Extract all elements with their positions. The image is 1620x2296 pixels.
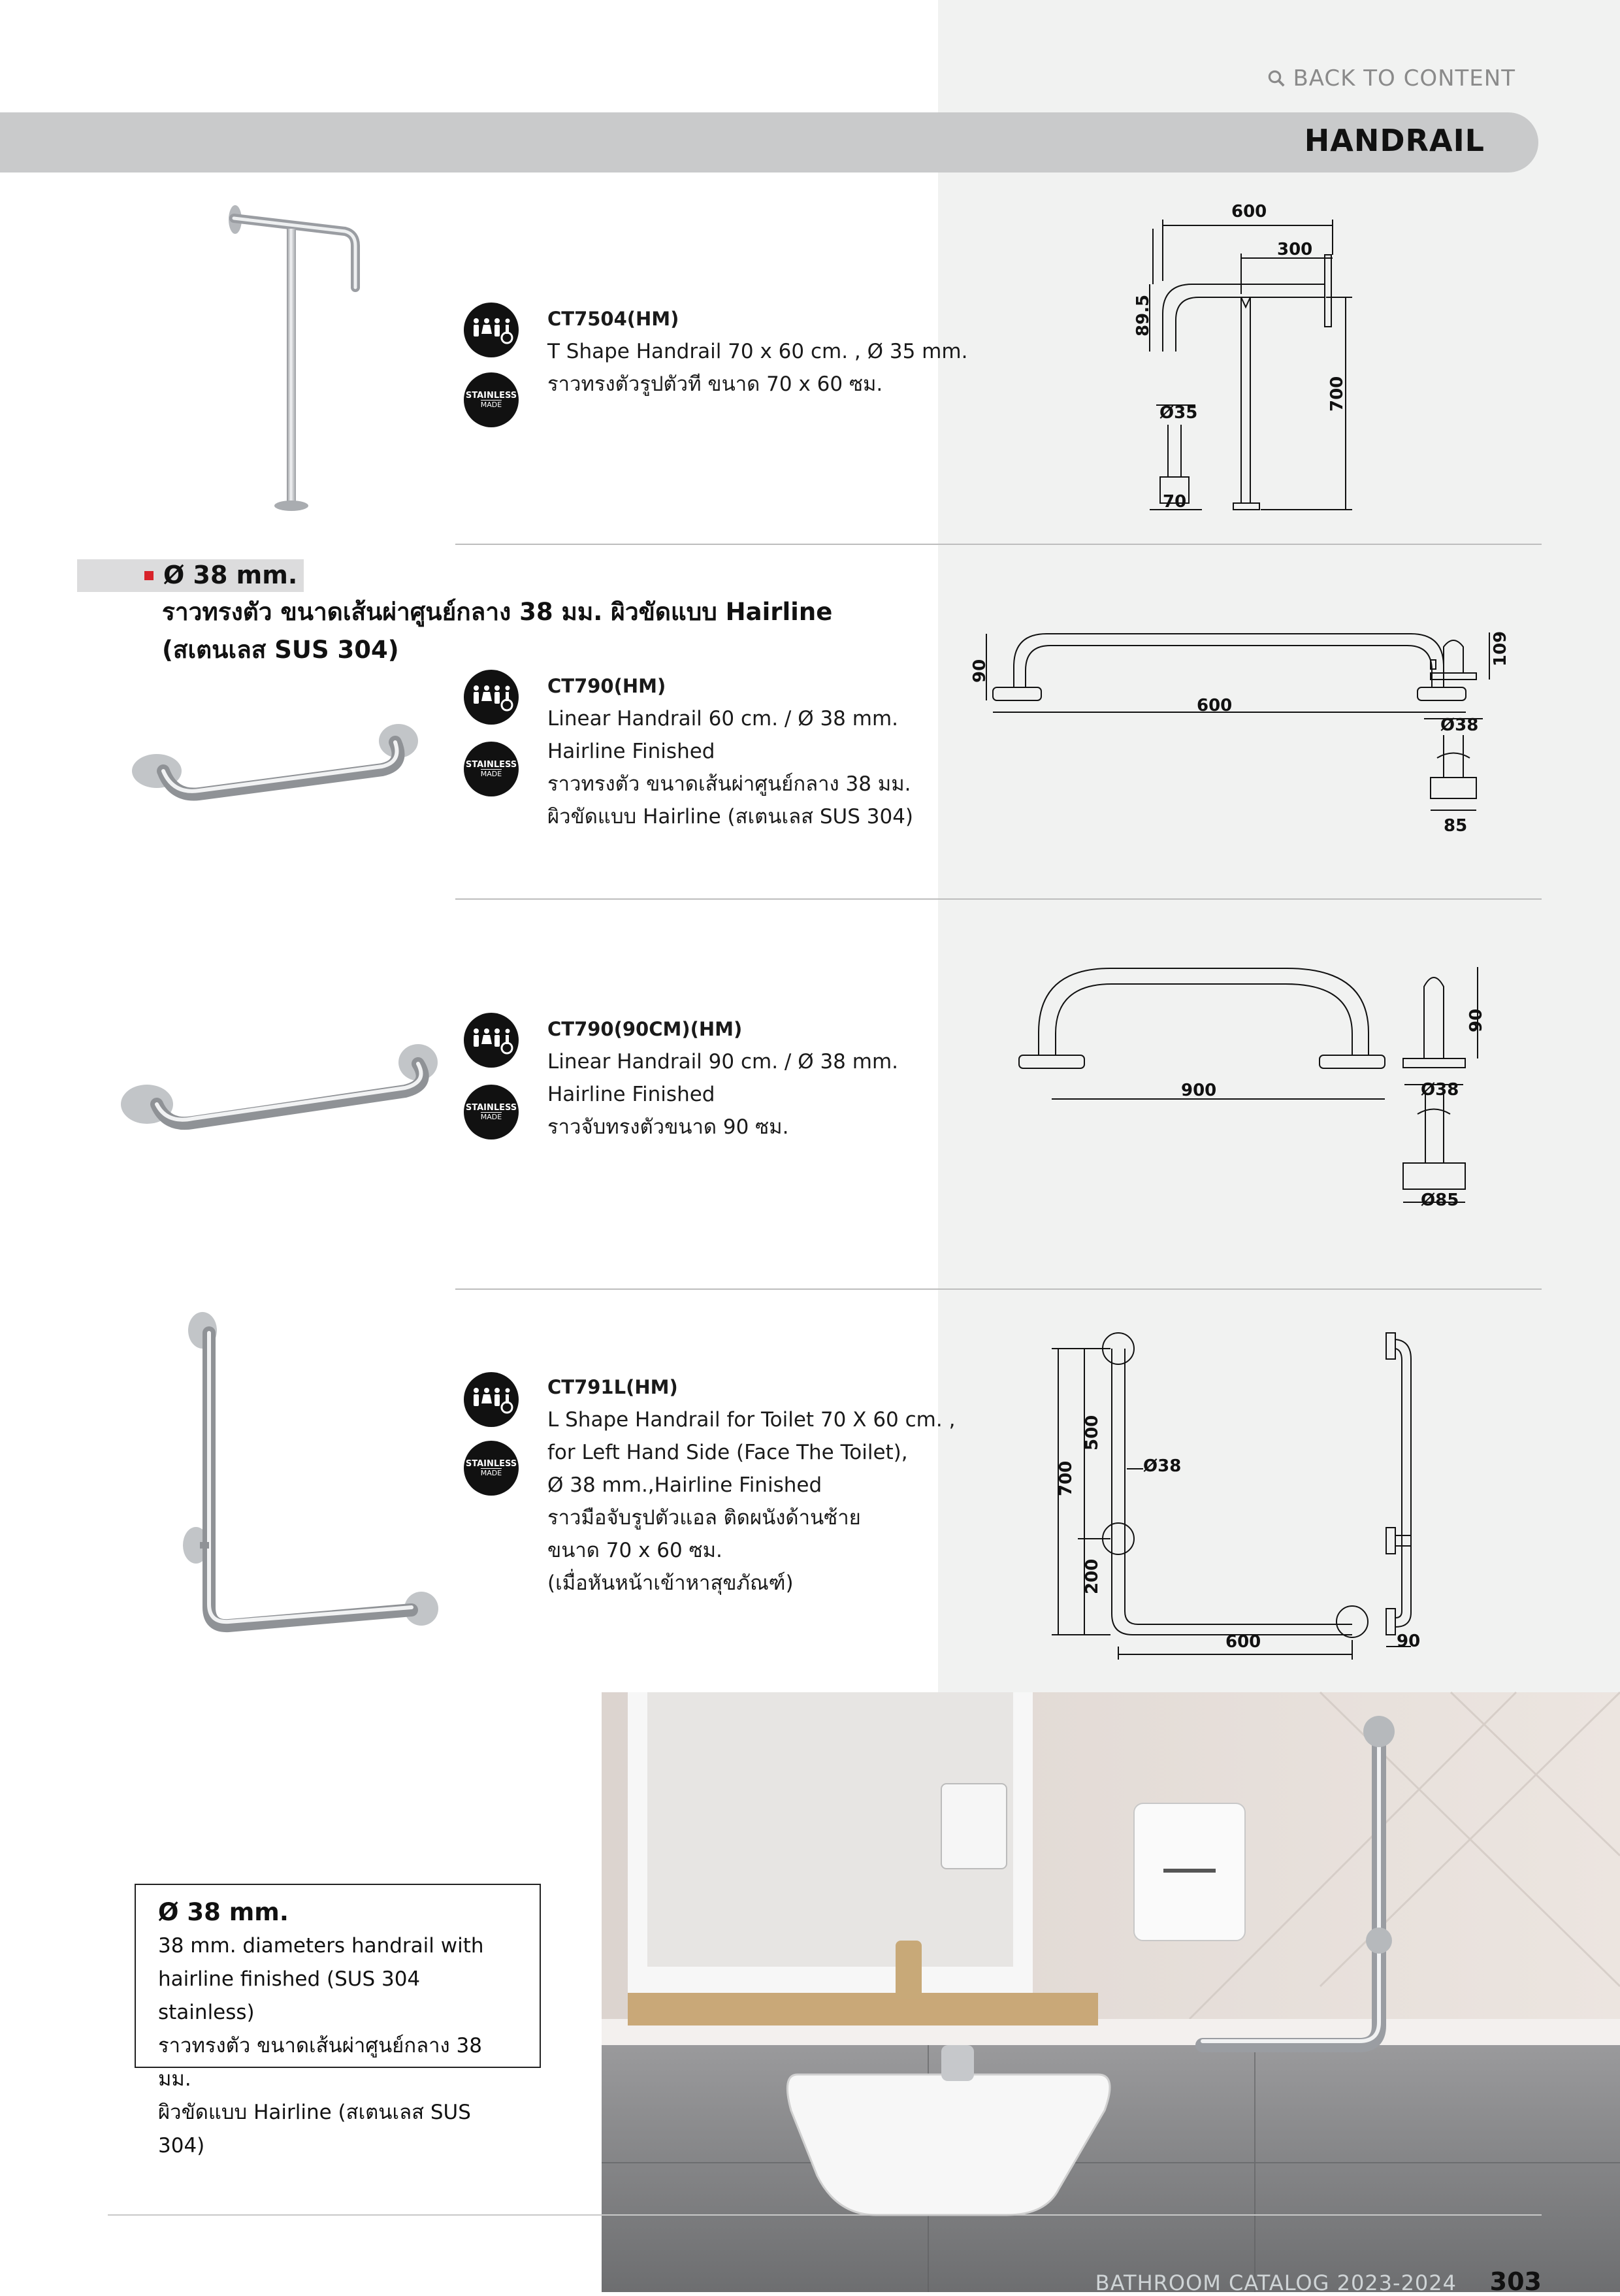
product-info-ct791l bbox=[547, 1371, 955, 1599]
stainless-made-badge bbox=[464, 742, 519, 796]
dim-label: 85 bbox=[1444, 816, 1468, 836]
stainless-made-badge bbox=[464, 1441, 519, 1496]
footer-line bbox=[108, 2214, 1542, 2216]
separator bbox=[455, 1288, 1542, 1290]
back-to-content-link[interactable] bbox=[1267, 65, 1515, 91]
product-code: CT790(HM) bbox=[547, 675, 666, 697]
section-tag bbox=[77, 559, 304, 592]
dim-label: 600 bbox=[1231, 202, 1267, 221]
product-desc-line: Linear Handrail 90 cm. / Ø 38 mm. bbox=[547, 1050, 899, 1074]
dim-label: Ø38 bbox=[1440, 715, 1479, 735]
search-icon bbox=[1267, 69, 1286, 88]
back-link-label: BACK TO CONTENT bbox=[1293, 65, 1515, 91]
made-label: MADE bbox=[480, 1112, 502, 1121]
dim-label: Ø35 bbox=[1159, 403, 1198, 423]
product-desc-line: T Shape Handrail 70 x 60 cm. , Ø 35 mm. bbox=[547, 340, 968, 363]
dim-label: 90 bbox=[1397, 1632, 1421, 1651]
section-heading-line: (สเตนเลส SUS 304) bbox=[162, 636, 399, 664]
made-label: MADE bbox=[480, 769, 502, 778]
stainless-label: STAINLESS bbox=[465, 1458, 517, 1469]
dim-label: 600 bbox=[1225, 1632, 1261, 1652]
product-desc-line: Linear Handrail 60 cm. / Ø 38 mm. bbox=[547, 707, 899, 730]
dim-label: Ø85 bbox=[1421, 1190, 1459, 1210]
dim-label: 70 bbox=[1163, 492, 1187, 512]
info-box-line: 38 mm. diameters handrail with bbox=[158, 1934, 484, 1958]
product-desc-line: ราวทรงตัวรูปตัวที ขนาด 70 x 60 ซม. bbox=[547, 372, 883, 396]
bathroom-scene-illustration bbox=[602, 1692, 1620, 2292]
footer-catalog-name bbox=[1095, 2271, 1457, 2295]
page-title: HANDRAIL bbox=[1304, 123, 1485, 158]
t-shape-handrail-image bbox=[216, 196, 379, 523]
product-code: CT7504(HM) bbox=[547, 308, 679, 330]
product-desc-line: (เมื่อหันหน้าเข้าหาสุขภัณฑ์) bbox=[547, 1571, 794, 1595]
title-bar bbox=[0, 112, 1538, 172]
dim-label: Ø38 bbox=[1143, 1456, 1182, 1476]
section-heading-line: ราวทรงตัว ขนาดเส้นผ่าศูนย์กลาง 38 มม. ผิวขัดแบบ Hairline bbox=[162, 598, 833, 626]
dim-label: 90 bbox=[970, 659, 990, 683]
product-info-ct790-90 bbox=[547, 1013, 898, 1143]
linear-60-dimension-drawing bbox=[970, 621, 1510, 843]
dim-label: 600 bbox=[1197, 696, 1233, 715]
separator bbox=[455, 898, 1542, 900]
linear-handrail-60-image bbox=[127, 719, 421, 810]
separator bbox=[455, 544, 1542, 545]
dim-label: 900 bbox=[1181, 1081, 1217, 1100]
product-info-ct7504 bbox=[547, 303, 967, 401]
dim-label: Ø38 bbox=[1421, 1080, 1459, 1100]
footer-catalog-label: BATHROOM CATALOG 2023-2024 bbox=[1095, 2271, 1457, 2295]
accessible-icon-badge bbox=[464, 670, 519, 725]
dim-label: 90 bbox=[1466, 1008, 1486, 1032]
made-label: MADE bbox=[480, 1468, 502, 1477]
dim-label: 700 bbox=[1327, 376, 1347, 412]
dim-label: 200 bbox=[1082, 1558, 1102, 1594]
linear-90-dimension-drawing bbox=[1012, 960, 1509, 1222]
product-desc-line: ราวทรงตัว ขนาดเส้นผ่าศูนย์กลาง 38 มม. bbox=[547, 772, 911, 796]
bathroom-photo bbox=[602, 1692, 1620, 2292]
product-desc-line: ราวจับทรงตัวขนาด 90 ซม. bbox=[547, 1115, 789, 1139]
dim-label: 500 bbox=[1082, 1415, 1102, 1451]
product-code: CT790(90CM)(HM) bbox=[547, 1018, 743, 1040]
accessible-icon-badge bbox=[464, 1013, 519, 1068]
stainless-made-badge bbox=[464, 1085, 519, 1140]
product-desc-line: Hairline Finished bbox=[547, 740, 715, 763]
section-tag-text: Ø 38 mm. bbox=[163, 561, 298, 589]
stainless-label: STAINLESS bbox=[465, 390, 517, 401]
made-label: MADE bbox=[480, 400, 502, 409]
section-heading bbox=[162, 593, 832, 669]
product-code: CT791L(HM) bbox=[547, 1376, 678, 1398]
info-box bbox=[135, 1884, 541, 2157]
product-desc-line: ผิวขัดแบบ Hairline (สเตนเลส SUS 304) bbox=[547, 805, 914, 828]
product-desc-line: for Left Hand Side (Face The Toilet), bbox=[547, 1441, 908, 1464]
stainless-label: STAINLESS bbox=[465, 1102, 517, 1113]
product-desc-line: ราวมือจับรูปตัวแอล ติดผนังด้านซ้าย bbox=[547, 1506, 861, 1530]
accessible-icon-badge bbox=[464, 303, 519, 357]
stainless-made-badge bbox=[464, 372, 519, 427]
product-desc-line: L Shape Handrail for Toilet 70 X 60 cm. , bbox=[547, 1408, 956, 1432]
info-box-line: ผิวขัดแบบ Hairline (สเตนเลส SUS 304) bbox=[158, 2101, 471, 2157]
info-box-line: ราวทรงตัว ขนาดเส้นผ่าศูนย์กลาง 38 มม. bbox=[158, 2034, 482, 2091]
info-box-heading: Ø 38 mm. bbox=[158, 1898, 289, 1926]
linear-handrail-90-image bbox=[118, 1039, 444, 1137]
red-square-bullet bbox=[144, 571, 154, 580]
dim-label: 700 bbox=[1056, 1460, 1076, 1496]
l-shape-dimension-drawing bbox=[1045, 1320, 1450, 1673]
info-box-line: hairline finished (SUS 304 stainless) bbox=[158, 1967, 421, 2024]
dim-label: 300 bbox=[1277, 240, 1313, 259]
stainless-label: STAINLESS bbox=[465, 759, 517, 770]
product-desc-line: Ø 38 mm.,Hairline Finished bbox=[547, 1473, 822, 1497]
product-desc-line: ขนาด 70 x 60 ซม. bbox=[547, 1539, 722, 1562]
accessible-icon-badge bbox=[464, 1372, 519, 1427]
page-number: 303 bbox=[1489, 2267, 1542, 2296]
product-info-ct790 bbox=[547, 670, 913, 833]
l-shape-handrail-image bbox=[176, 1307, 444, 1647]
product-desc-line: Hairline Finished bbox=[547, 1083, 715, 1106]
t-shape-dimension-drawing bbox=[1110, 203, 1372, 523]
dim-label: 109 bbox=[1491, 631, 1510, 666]
dim-label: 89.5 bbox=[1133, 294, 1153, 336]
